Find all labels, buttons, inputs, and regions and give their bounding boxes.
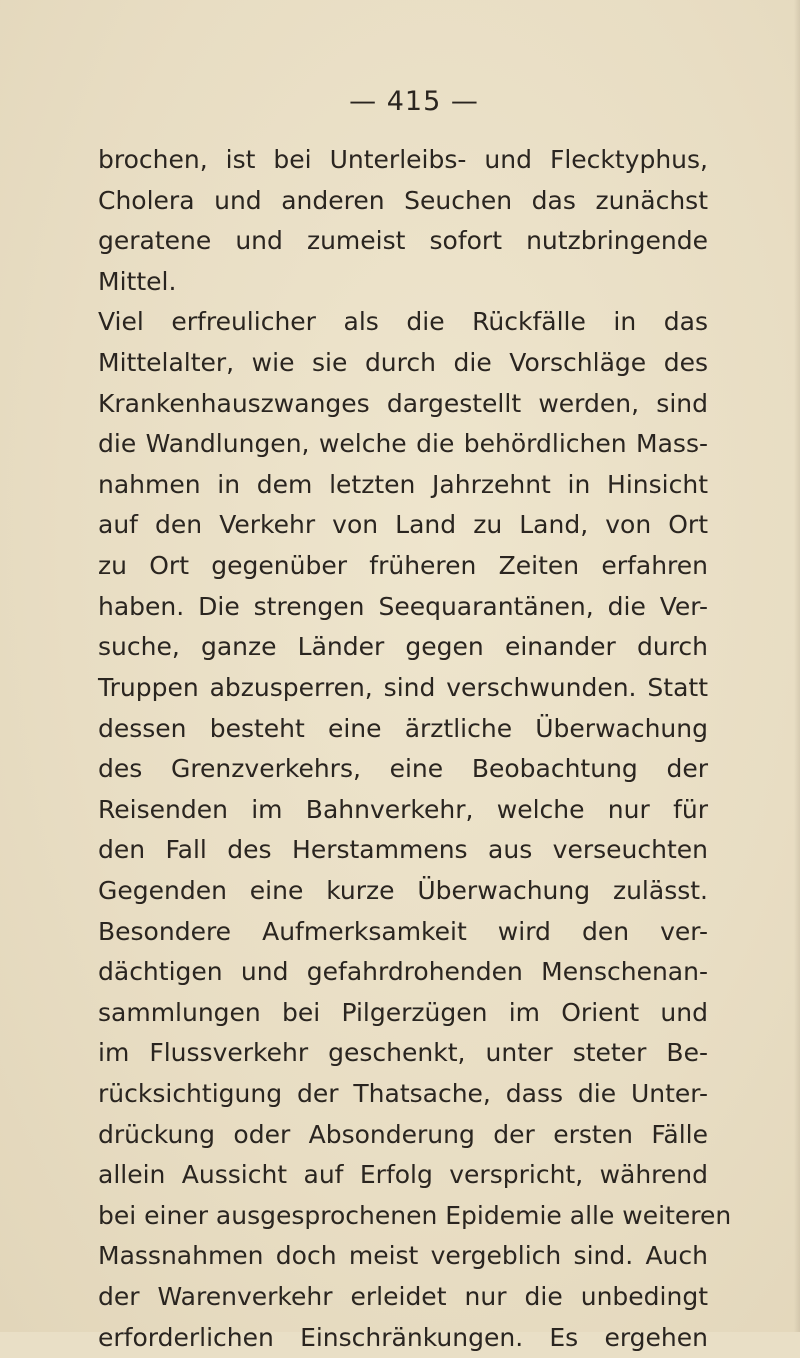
text-line: der Warenverkehr erleidet nur die unbedingt bbox=[98, 1282, 708, 1312]
text-line: haben. Die strengen Seequarantänen, die Ver- bbox=[98, 591, 708, 621]
text-line: sammlungen bei Pilgerzügen im Orient und bbox=[98, 997, 708, 1027]
text-line: brochen, ist bei Unterleibs- und Flecktyphus, bbox=[98, 145, 708, 174]
text-line: dächtigen und gefahrdrohenden Menschenan- bbox=[98, 957, 708, 987]
text-line: Reisenden im Bahnverkehr, welche nur für bbox=[98, 794, 708, 824]
text-line: suche, ganze Länder gegen einander durch bbox=[98, 632, 708, 662]
text-line: drückung oder Absonderung der ersten Fälle bbox=[98, 1119, 708, 1149]
text-line: des Grenzverkehrs, eine Beobachtung der bbox=[98, 754, 708, 784]
text-line: Gegenden eine kurze Überwachung zulässt. bbox=[98, 875, 708, 905]
text-line: Krankenhauszwanges dargestellt werden, sind bbox=[98, 388, 708, 418]
text-line: auf den Verkehr von Land zu Land, von Ort bbox=[98, 510, 708, 540]
text-line: die Wandlungen, welche die behördlichen Mass- bbox=[98, 429, 708, 459]
text-line: Mittelalter, wie sie durch die Vorschläge des bbox=[98, 348, 708, 378]
text-line: allein Aussicht auf Erfolg verspricht, während bbox=[98, 1160, 708, 1190]
body-text bbox=[98, 140, 732, 1358]
text-line: Massnahmen doch meist vergeblich sind. Auch bbox=[98, 1241, 708, 1271]
text-line: den Fall des Herstammens aus verseuchten bbox=[98, 835, 708, 865]
text-line: erforderlichen Einschränkungen. Es ergehen bbox=[98, 1322, 708, 1352]
text-line: Truppen abzusperren, sind verschwunden. Statt bbox=[98, 672, 708, 702]
text-line-paragraph-start: Viel erfreulicher als die Rückfälle in das bbox=[98, 307, 708, 337]
text-line: Mittel. bbox=[98, 266, 177, 296]
page-number: — 415 — bbox=[349, 86, 479, 117]
text-line: zu Ort gegenüber früheren Zeiten erfahren bbox=[98, 551, 708, 581]
text-line: im Flussverkehr geschenkt, unter steter Be- bbox=[98, 1038, 708, 1068]
page-edge-shadow bbox=[794, 0, 800, 1332]
text-line: dessen besteht eine ärztliche Überwachung bbox=[98, 713, 708, 743]
text-line: rücksichtigung der Thatsache, dass die Unter- bbox=[98, 1079, 708, 1109]
text-line: nahmen in dem letzten Jahrzehnt in Hinsicht bbox=[98, 469, 708, 499]
text-line: geratene und zumeist sofort nutzbringende bbox=[98, 226, 708, 256]
text-line: Cholera und anderen Seuchen das zunächst bbox=[98, 185, 708, 215]
text-line: Besondere Aufmerksamkeit wird den ver- bbox=[98, 916, 708, 946]
text-line: bei einer ausgesprochenen Epidemie alle weiteren bbox=[98, 1200, 732, 1230]
